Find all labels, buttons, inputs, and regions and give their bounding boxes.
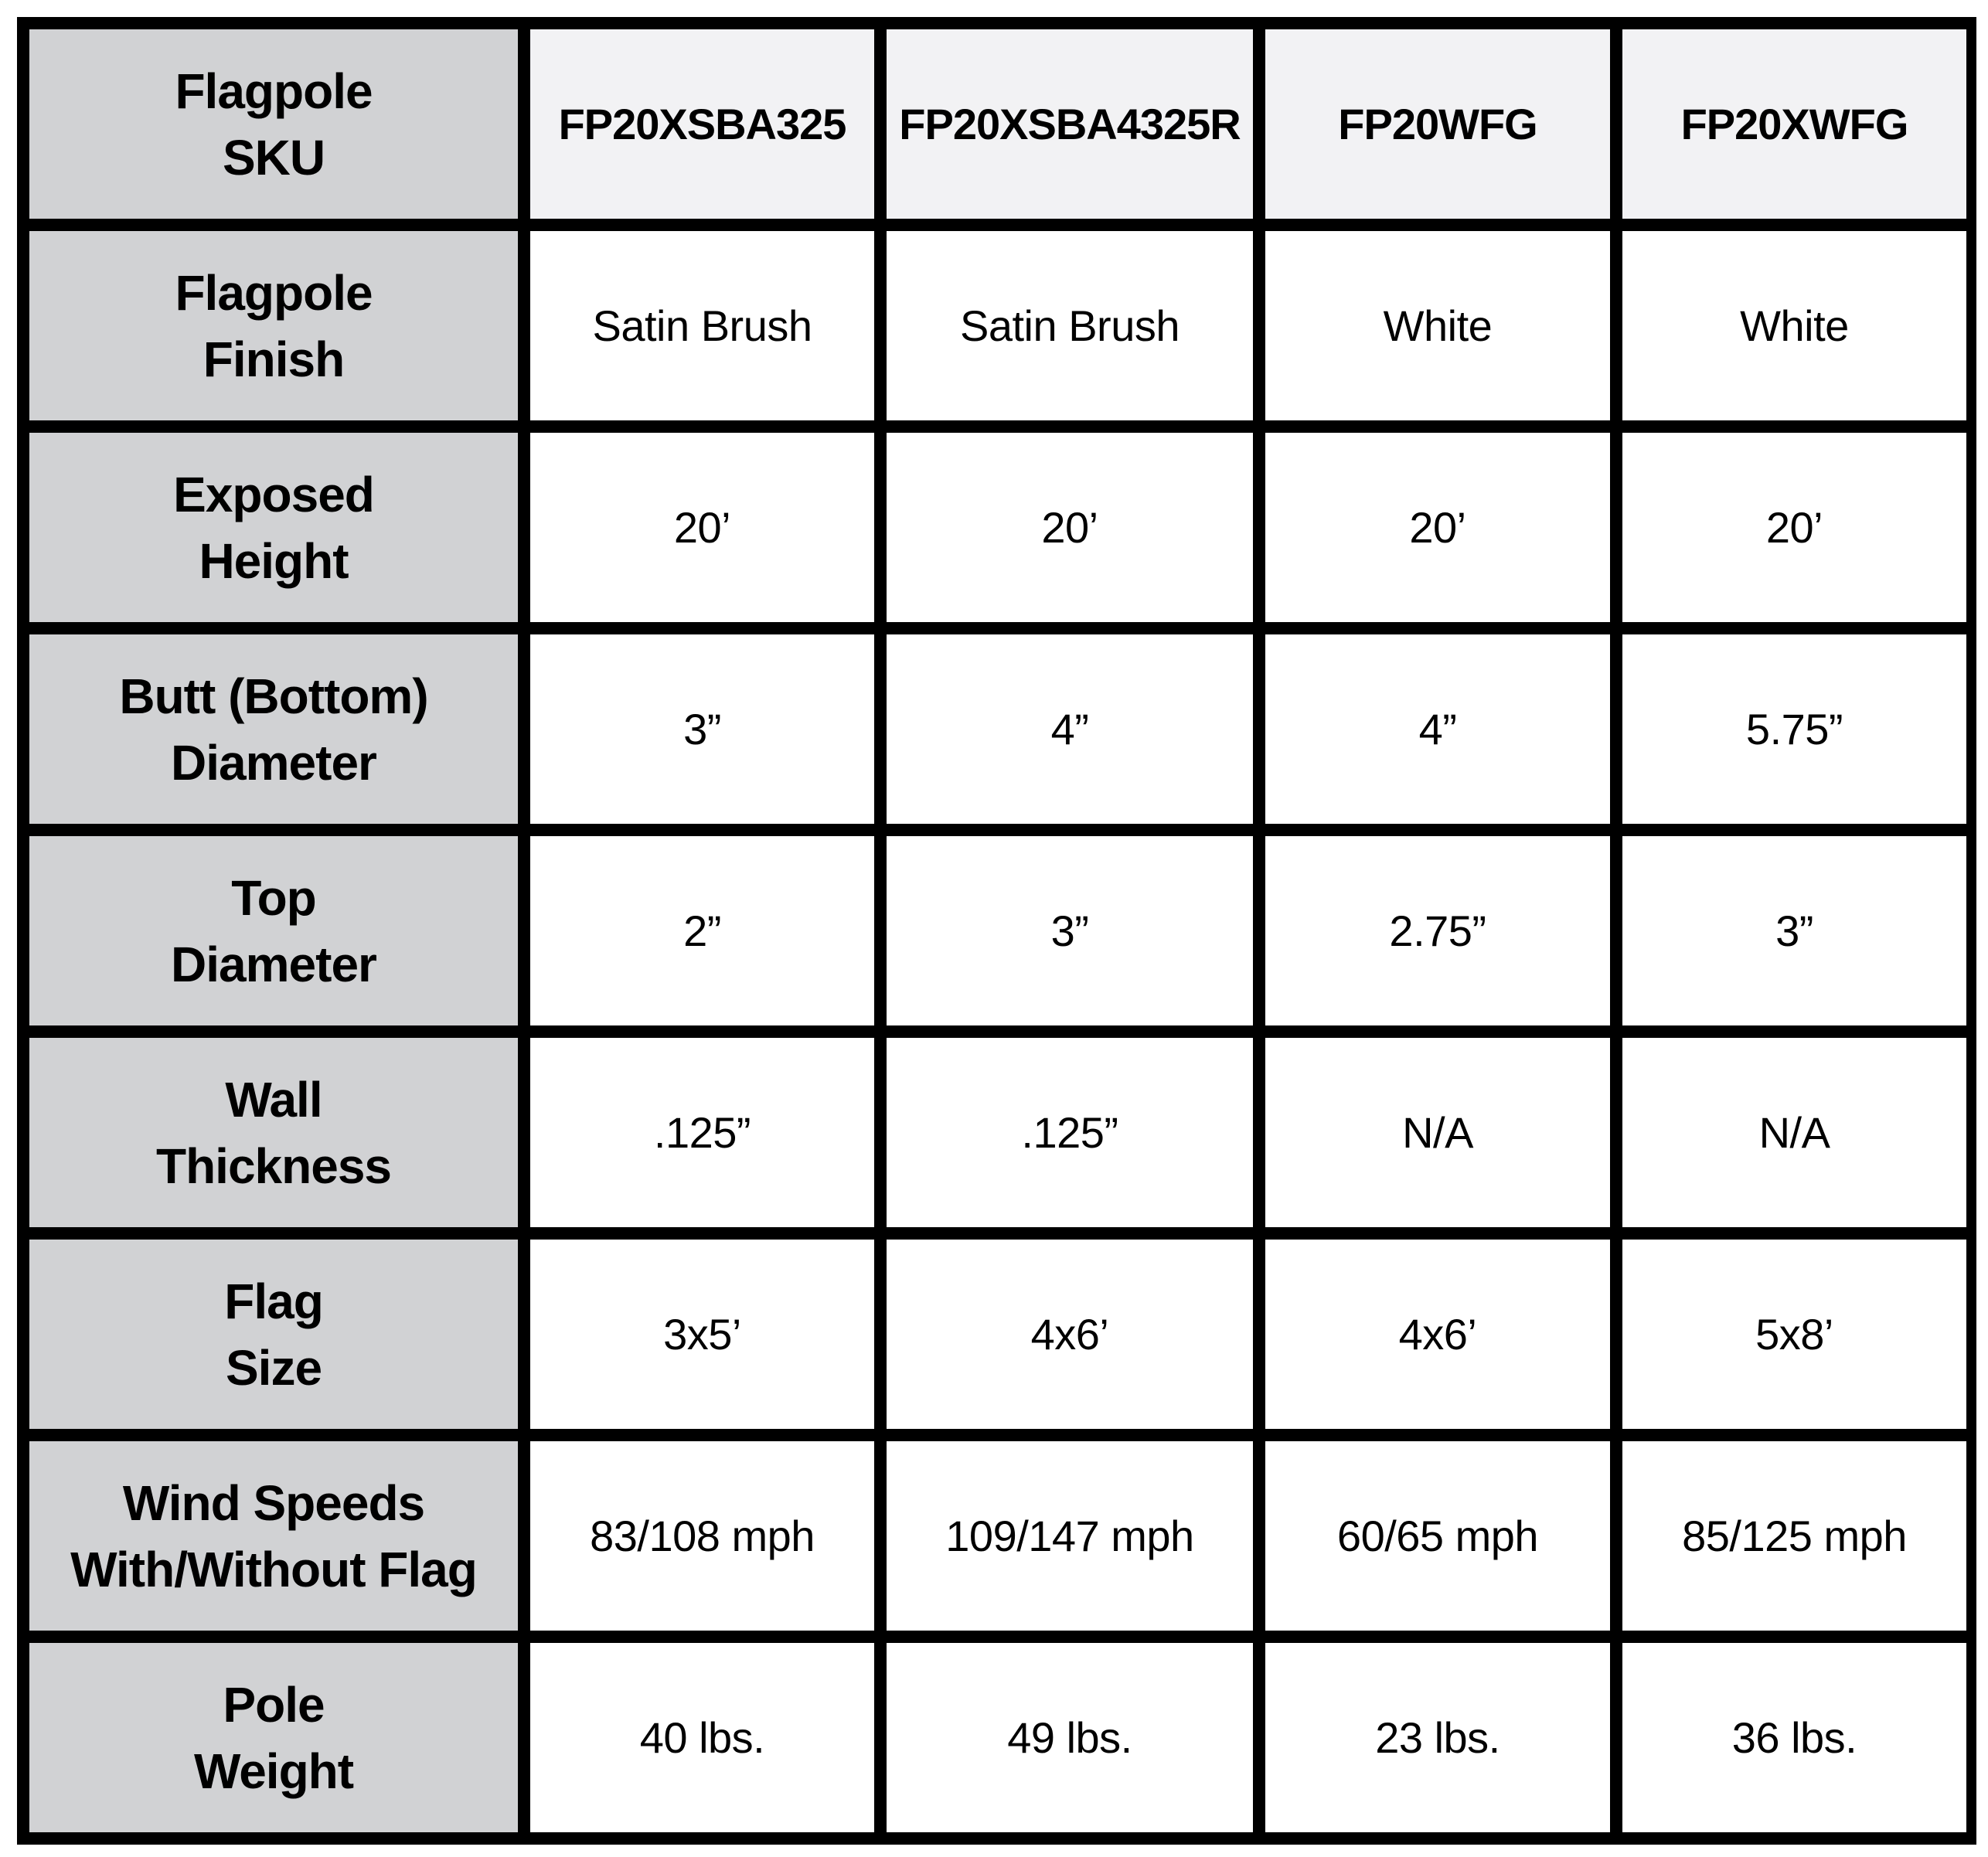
label-line: Diameter	[171, 936, 376, 992]
row-label-wind-speeds	[29, 1441, 518, 1631]
label-line: Weight	[193, 1743, 354, 1799]
row-label-exposed-height	[29, 433, 518, 622]
flagpole-spec-table	[17, 17, 1976, 1845]
table-cell: .125”	[530, 1038, 874, 1227]
row-label-flagpole-sku	[29, 29, 518, 219]
row-label-top-diameter	[29, 836, 518, 1025]
table-cell: N/A	[1622, 1038, 1966, 1227]
sku-header-cell: FP20XSBA4325R	[887, 29, 1253, 219]
label-line: Flagpole	[175, 264, 373, 321]
table-cell: 85/125 mph	[1622, 1441, 1966, 1631]
label-line: Height	[199, 532, 349, 589]
table-cell: 23 lbs.	[1265, 1643, 1610, 1832]
label-line: Diameter	[171, 734, 376, 791]
table-cell: Satin Brush	[887, 231, 1253, 420]
table-cell: 2.75”	[1265, 836, 1610, 1025]
table-cell: 5.75”	[1622, 634, 1966, 824]
table-cell: 20’	[1622, 433, 1966, 622]
label-line: Wind Speeds	[122, 1474, 425, 1531]
label-line: SKU	[222, 129, 325, 185]
label-line: Butt (Bottom)	[119, 668, 428, 724]
sku-header-cell: FP20XSBA325	[530, 29, 874, 219]
table-cell: 20’	[530, 433, 874, 622]
table-cell: 3x5’	[530, 1240, 874, 1429]
table-cell: 4”	[1265, 634, 1610, 824]
table-cell: 36 lbs.	[1622, 1643, 1966, 1832]
table-cell: 60/65 mph	[1265, 1441, 1610, 1631]
table-cell: 49 lbs.	[887, 1643, 1253, 1832]
table-cell: 5x8’	[1622, 1240, 1966, 1429]
label-line: With/Without Flag	[70, 1541, 477, 1597]
row-label-flag-size	[29, 1240, 518, 1429]
table-cell: .125”	[887, 1038, 1253, 1227]
table-cell: 3”	[887, 836, 1253, 1025]
label-line: Finish	[203, 331, 345, 387]
table-cell: 4x6’	[1265, 1240, 1610, 1429]
label-line: Thickness	[155, 1138, 392, 1194]
table-cell: 2”	[530, 836, 874, 1025]
table-cell: 4x6’	[887, 1240, 1253, 1429]
row-label-flagpole-finish	[29, 231, 518, 420]
table-cell: Satin Brush	[530, 231, 874, 420]
table-cell: 109/147 mph	[887, 1441, 1253, 1631]
label-line: Flagpole	[175, 63, 373, 119]
label-line: Top	[231, 869, 316, 926]
table-cell: 83/108 mph	[530, 1441, 874, 1631]
table-cell: 20’	[1265, 433, 1610, 622]
table-cell: 3”	[1622, 836, 1966, 1025]
label-line: Exposed	[173, 466, 374, 522]
row-label-butt-diameter	[29, 634, 518, 824]
table-cell: 20’	[887, 433, 1253, 622]
label-line: Size	[225, 1339, 322, 1396]
sku-header-cell: FP20XWFG	[1622, 29, 1966, 219]
table-cell: 3”	[530, 634, 874, 824]
row-label-pole-weight	[29, 1643, 518, 1832]
label-line: Wall	[225, 1071, 322, 1127]
table-cell: White	[1622, 231, 1966, 420]
label-line: Flag	[224, 1273, 323, 1329]
table-cell: 40 lbs.	[530, 1643, 874, 1832]
row-label-wall-thickness	[29, 1038, 518, 1227]
table-cell: White	[1265, 231, 1610, 420]
label-line: Pole	[223, 1676, 325, 1733]
table-cell: N/A	[1265, 1038, 1610, 1227]
table-cell: 4”	[887, 634, 1253, 824]
sku-header-cell: FP20WFG	[1265, 29, 1610, 219]
